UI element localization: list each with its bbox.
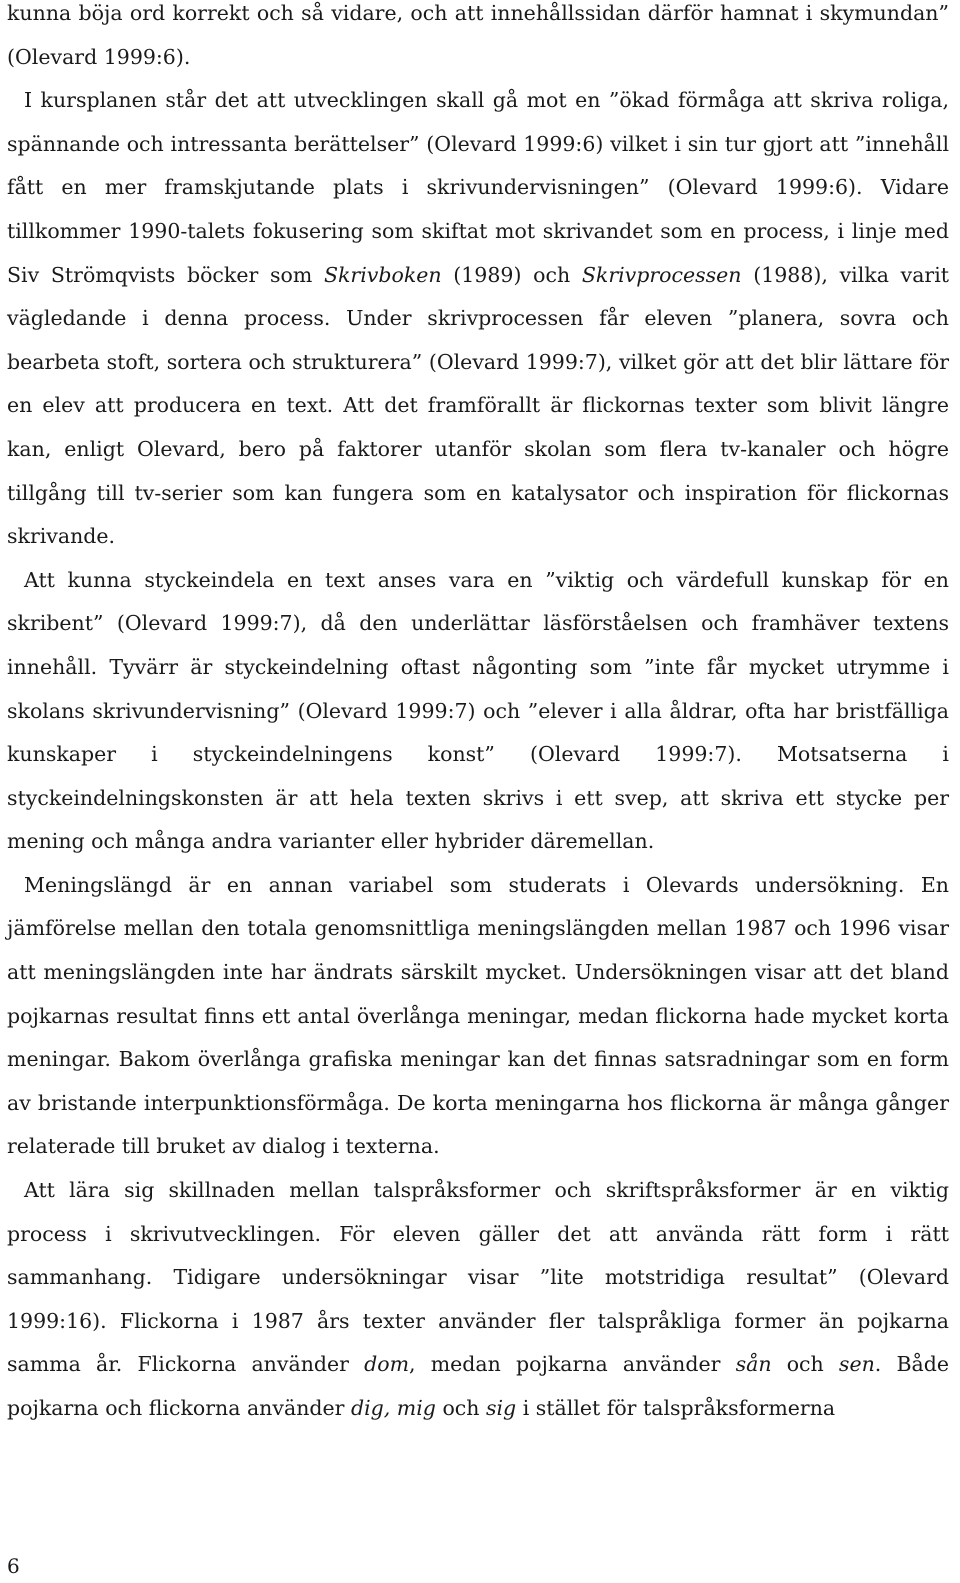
body-text: (1989) och [441,262,582,287]
body-text: och [435,1396,486,1420]
paragraph-meningslangd [7,864,949,1169]
body-text: I kursplanen står det att utvecklingen skall gå mot en ”ökad förmåga att skriva roliga, spännande och intressanta berättelser” (Olevard 1999:6) vilket i sin tur gjort att ”innehåll fått en mer framskjutande plats i skrivundervisningen” (Olevard 1999:6). Vidare tillkommer 1990-talets fokusering som skiftat mot skrivandet som en process, i linje med Siv Strömqvists böcker som [7,88,949,287]
paragraph-continuation [7,0,949,79]
paragraph-styckeindelning [7,559,949,864]
body-text: Meningslängd är en annan variabel som studerats i Olevards undersökning. En jämförelse mellan den totala genomsnittliga meningslängden mellan 1987 och 1996 visar att meningslängden inte har ändrats särskilt mycket. Undersökningen visar att det bland pojkarnas resultat finns ett antal överlånga meningar, medan flickorna hade mycket korta meningar. Bakom överlånga grafiska meningar kan det finnas satsradningar som en form av bristande interpunktionsförmåga. De korta meningarna hos flickorna är många gånger relaterade till bruket av dialog i texterna. [7,872,949,1159]
body-text: kunna böja ord korrekt och så vidare, och att innehållssidan därför hamnat i skymundan” (Olevard 1999:6). [7,1,949,69]
body-text: Att lära sig skillnaden mellan talspråksformer och skriftspråksformer är en viktig process i skrivutvecklingen. För eleven gäller det att använda rätt form i rätt sammanhang. Tidigare undersökningar visar ”lite motstridiga resultat” (Olevard 1999:16). Flickorna i 1987 års texter använder fler talspråkliga former än pojkarna samma år. Flickorna använder [7,1178,949,1377]
body-text: och [771,1352,839,1377]
body-text: , medan pojkarna använder [409,1352,736,1377]
italic-title-text: dom [364,1352,410,1377]
italic-title-text: Skrivboken [323,262,442,287]
italic-title-text: sen [838,1352,875,1377]
body-text: i stället för talspråksformerna [516,1396,836,1420]
paragraph-talsprak [7,1169,949,1431]
body-text: (1988), vilka varit vägledande i denna process. Under skrivprocessen får eleven ”planera, sovra och bearbeta stoft, sortera och strukturera” (Olevard 1999:7), vilket gör att det blir lättare för en elev att producera en text. Att det framförallt är flickornas texter som blivit längre kan, enligt Olevard, bero på faktorer utanför skolan som flera tv-kanaler och högre tillgång till tv-serier som kan fungera som en katalysator och inspiration för flickornas skrivande. [7,262,950,549]
body-text: . Både pojkarna och flickorna använder [7,1352,950,1420]
italic-title-text: Skrivprocessen [581,262,742,287]
page-number: 6 [7,1554,20,1578]
italic-title-text: sig [485,1396,517,1420]
document-body [7,0,949,1431]
italic-title-text: sån [735,1352,772,1377]
paragraph-kursplanen [7,79,949,559]
italic-title-text: dig, mig [350,1396,436,1420]
body-text: Att kunna styckeindela en text anses vara en ”viktig och värdefull kunskap för en skribent” (Olevard 1999:7), då den underlättar läsförståelsen och framhäver textens innehåll. Tyvärr är styckeindelning oftast någonting som ”inte får mycket utrymme i skolans skrivundervisning” (Olevard 1999:7) och ”elever i alla åldrar, ofta har bristfälliga kunskaper i styckeindelningens konst” (Olevard 1999:7). Motsatserna i styckeindelningskonsten är att hela texten skrivs i ett svep, att skriva ett stycke per mening och många andra varianter eller hybrider däremellan. [7,567,949,854]
